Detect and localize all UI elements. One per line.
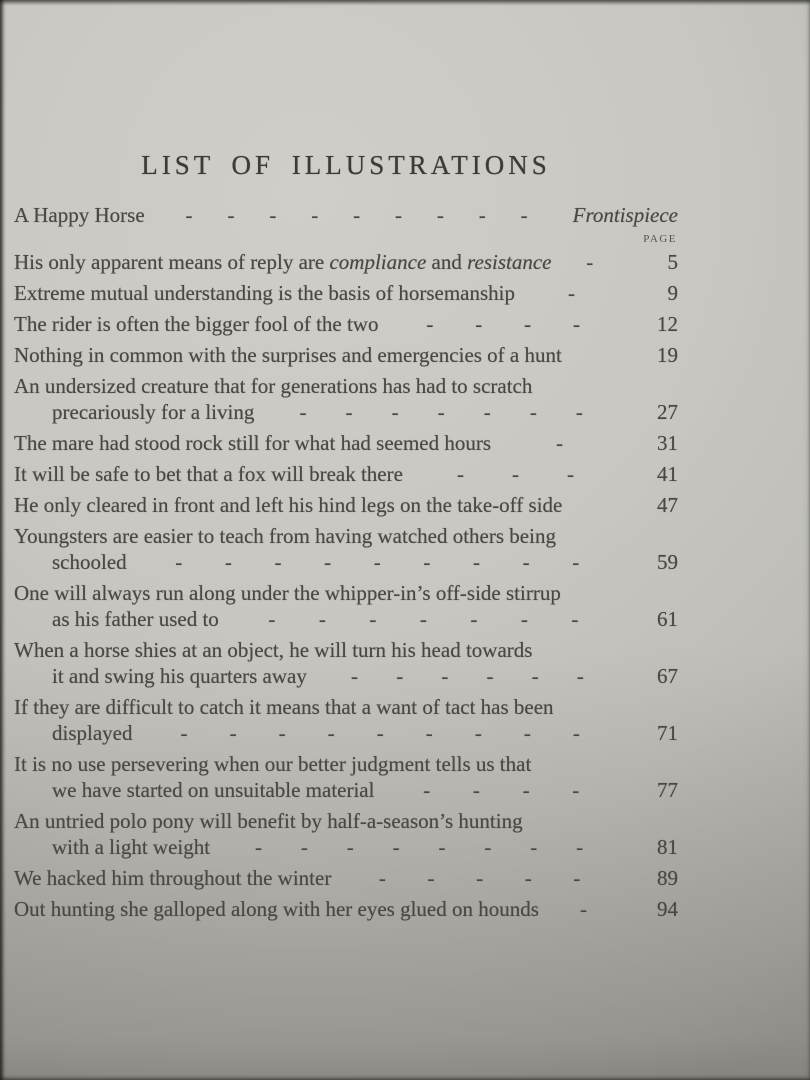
toc-entry-line bbox=[14, 777, 678, 803]
toc-entry bbox=[14, 202, 678, 228]
toc-entry-text: It will be safe to bet that a fox will break there bbox=[14, 462, 403, 486]
toc-page-number: 61 bbox=[657, 607, 678, 631]
toc-page-number: 41 bbox=[657, 462, 678, 486]
toc-entry-line bbox=[14, 751, 678, 777]
toc-leader-dashes: - bbox=[556, 431, 564, 455]
toc-entry-text: Nothing in common with the surprises and emergencies of a hunt bbox=[14, 343, 562, 367]
toc-entry-line bbox=[14, 606, 678, 632]
toc-entry-text: When a horse shies at an object, he will turn his head towards bbox=[14, 638, 533, 662]
toc-leader-dashes: - - - - - - - - - bbox=[180, 721, 580, 745]
toc-entry-line bbox=[14, 342, 678, 368]
toc-entry bbox=[14, 430, 678, 456]
list-of-illustrations-page bbox=[14, 150, 678, 927]
toc-leader-dashes: - - - - - - - bbox=[299, 400, 583, 424]
toc-entry bbox=[14, 808, 678, 860]
toc-leader-dashes: - - - - - - - - bbox=[254, 835, 584, 859]
toc-leader-dashes: - - - bbox=[456, 462, 574, 486]
toc-entry bbox=[14, 751, 678, 803]
toc-entry-line bbox=[14, 663, 678, 689]
toc-entry-line bbox=[14, 720, 678, 746]
toc-entry-line bbox=[14, 399, 678, 425]
toc-entry bbox=[14, 694, 678, 746]
toc-entry-line bbox=[14, 834, 678, 860]
toc-entry-line bbox=[14, 694, 678, 720]
toc-entry-line bbox=[14, 202, 678, 228]
toc-page-number: 12 bbox=[657, 312, 678, 336]
toc-page-number: 77 bbox=[657, 778, 678, 802]
toc-entry-text: Youngsters are easier to teach from having watched others being bbox=[14, 524, 556, 548]
toc-entry-text: He only cleared in front and left his hind legs on the take-off side bbox=[14, 493, 563, 517]
toc-page-number: 47 bbox=[657, 493, 678, 517]
page-title: LIST OF ILLUSTRATIONS bbox=[141, 150, 551, 180]
toc-page-number: 9 bbox=[667, 281, 678, 305]
toc-page-number: Frontispiece bbox=[572, 203, 678, 227]
toc-entry-text: schooled bbox=[52, 550, 127, 574]
toc-entry-line bbox=[14, 523, 678, 549]
toc-leader-dashes: - bbox=[586, 250, 594, 274]
toc-entry bbox=[14, 492, 678, 518]
toc-page-number: 94 bbox=[657, 897, 678, 921]
toc-entry-text: displayed bbox=[52, 721, 133, 745]
toc-page-number: 31 bbox=[657, 431, 678, 455]
toc-leader-dashes: - - - - bbox=[423, 778, 580, 802]
toc-page-number: 89 bbox=[657, 866, 678, 890]
toc-entry bbox=[14, 865, 678, 891]
toc-entry-line bbox=[14, 865, 678, 891]
toc-entry-line bbox=[14, 896, 678, 922]
toc-entry-line bbox=[14, 430, 678, 456]
toc-entry-text: it and swing his quarters away bbox=[52, 664, 307, 688]
toc-entry bbox=[14, 342, 678, 368]
toc-leader-dashes: - - - - - - bbox=[351, 664, 584, 688]
toc-page-number: 5 bbox=[667, 250, 678, 274]
toc-entry-text: with a light weight bbox=[52, 835, 211, 859]
toc-entry bbox=[14, 280, 678, 306]
toc-entry-line bbox=[14, 549, 678, 575]
toc-entry-text: as his father used to bbox=[52, 607, 219, 631]
toc-entry-text: A Happy Horse bbox=[14, 203, 145, 227]
toc-entry-text: precariously for a living bbox=[52, 400, 255, 424]
toc-entry-text: His only apparent means of reply are compliance and resistance bbox=[14, 250, 552, 274]
toc-entry-text: It is no use persevering when our better judgment tells us that bbox=[14, 752, 532, 776]
toc-entry-line bbox=[14, 492, 678, 518]
toc-entry-text: we have started on unsuitable material bbox=[52, 778, 375, 802]
toc-entry-text: One will always run along under the whipper-in’s off-side stirrup bbox=[14, 581, 561, 605]
toc-entry-text: We hacked him throughout the winter bbox=[14, 866, 332, 890]
toc-leader-dashes: - - - - - - - - - bbox=[185, 203, 528, 227]
toc-page-number: 27 bbox=[657, 400, 678, 424]
toc-leader-dashes: - bbox=[568, 281, 575, 305]
toc-page-number: 71 bbox=[657, 721, 678, 745]
page-column-label: PAGE bbox=[643, 233, 677, 245]
toc-entry bbox=[14, 461, 678, 487]
toc-entry bbox=[14, 896, 678, 922]
toc-entry-line bbox=[14, 249, 678, 275]
toc-entry-text: The rider is often the bigger fool of the two bbox=[14, 312, 379, 336]
toc-leader-dashes: - - - - bbox=[426, 312, 581, 336]
toc-page-number: 81 bbox=[657, 835, 678, 859]
toc-page-number: 59 bbox=[657, 550, 678, 574]
toc-page-number: 19 bbox=[657, 343, 678, 367]
toc-entry bbox=[14, 637, 678, 689]
toc-entry bbox=[14, 311, 678, 337]
toc-leader-dashes: - - - - - - - bbox=[268, 607, 579, 631]
toc-entry-line bbox=[14, 311, 678, 337]
toc-entry bbox=[14, 249, 678, 275]
toc-entry bbox=[14, 373, 678, 425]
toc-entry bbox=[14, 580, 678, 632]
toc-entry-line bbox=[14, 461, 678, 487]
toc-entry-text: If they are difficult to catch it means that a want of tact has been bbox=[14, 695, 554, 719]
toc-entry-line bbox=[14, 637, 678, 663]
toc-entry-line bbox=[14, 808, 678, 834]
toc-leader-dashes: - - - - - bbox=[378, 866, 581, 890]
toc-entry-line bbox=[14, 373, 678, 399]
toc-leader-dashes: - - - - - - - - - bbox=[175, 550, 580, 574]
toc-entry-text: Out hunting she galloped along with her eyes glued on hounds bbox=[14, 897, 539, 921]
toc-entry-text: The mare had stood rock still for what had seemed hours bbox=[14, 431, 492, 455]
toc-entry-line bbox=[14, 280, 678, 306]
toc-entry-text: An undersized creature that for generations has had to scratch bbox=[14, 374, 533, 398]
toc-entry-line bbox=[14, 580, 678, 606]
toc-entry bbox=[14, 523, 678, 575]
illustration-list bbox=[14, 202, 678, 922]
toc-entry-text: An untried polo pony will benefit by half-a-season’s hunting bbox=[14, 809, 523, 833]
toc-page-number: 67 bbox=[657, 664, 678, 688]
toc-leader-dashes: - bbox=[579, 897, 587, 921]
toc-entry-text: Extreme mutual understanding is the basis of horsemanship bbox=[14, 281, 515, 305]
